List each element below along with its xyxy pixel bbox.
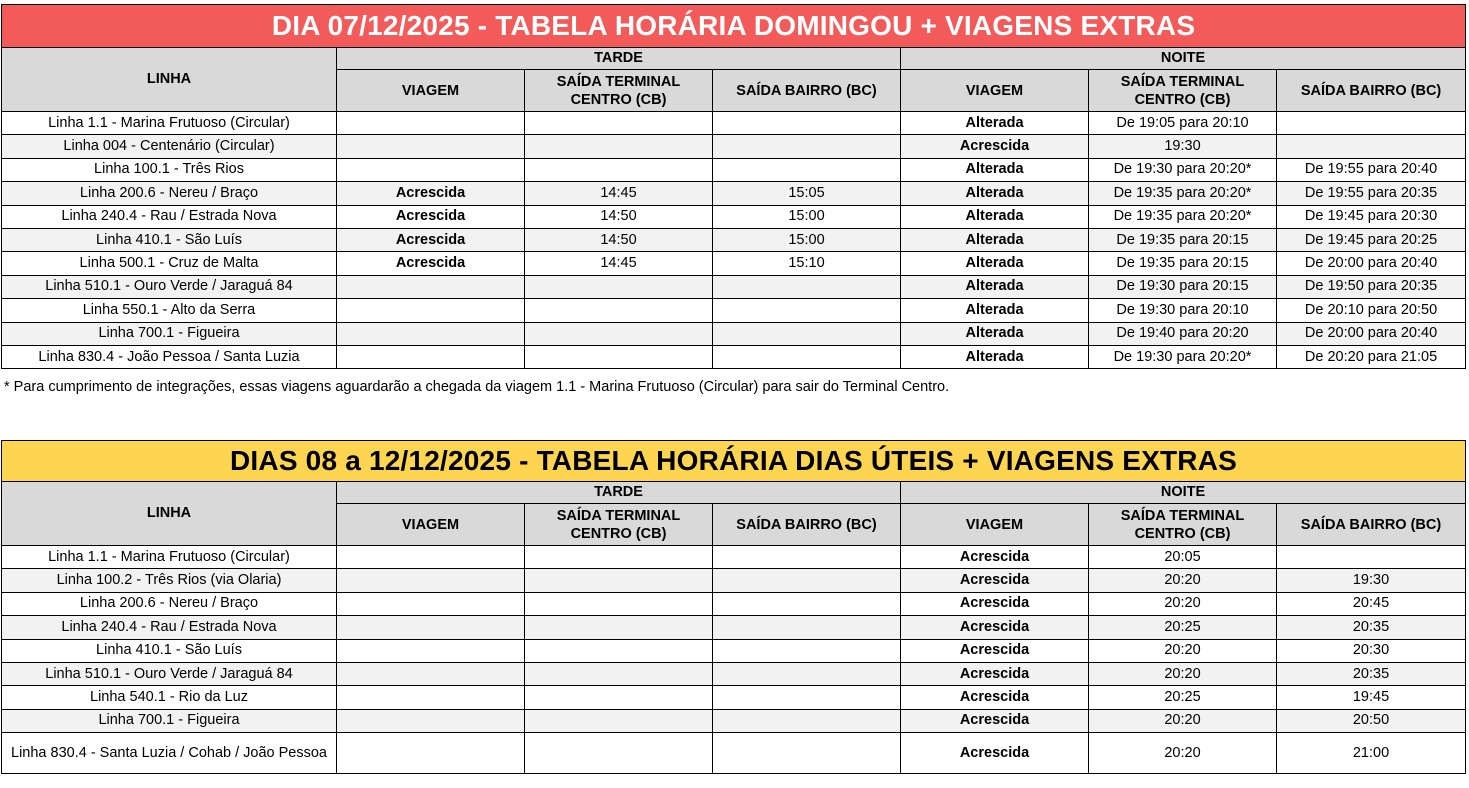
cell-tarde-saida-bairro: 15:00 bbox=[713, 228, 901, 251]
cell-linha: Linha 700.1 - Figueira bbox=[2, 322, 337, 345]
cell-tarde-saida-terminal bbox=[525, 275, 713, 298]
cell-linha: Linha 240.4 - Rau / Estrada Nova bbox=[2, 205, 337, 228]
header-saida-terminal: SAÍDA TERMINAL CENTRO (CB) bbox=[525, 504, 713, 546]
cell-tarde-viagem bbox=[337, 709, 525, 732]
table-row bbox=[2, 662, 1466, 685]
cell-tarde-viagem bbox=[337, 546, 525, 569]
header-linha: LINHA bbox=[2, 48, 337, 112]
cell-noite-saida-terminal: De 19:30 para 20:20* bbox=[1089, 158, 1277, 181]
cell-noite-viagem: Acrescida bbox=[901, 709, 1089, 732]
cell-tarde-saida-terminal: 14:50 bbox=[525, 228, 713, 251]
footnote: * Para cumprimento de integrações, essas viagens aguardarão a chegada da viagem 1.1 - Marina Frutuoso (Circular) para sair do Terminal Centro. bbox=[4, 379, 950, 395]
header-viagem: VIAGEM bbox=[901, 504, 1089, 546]
cell-tarde-viagem bbox=[337, 112, 525, 135]
table-title: DIA 07/12/2025 - TABELA HORÁRIA DOMINGOU + VIAGENS EXTRAS bbox=[2, 5, 1466, 48]
table-row bbox=[2, 592, 1466, 615]
cell-tarde-saida-bairro bbox=[713, 569, 901, 592]
cell-tarde-saida-terminal bbox=[525, 616, 713, 639]
cell-linha: Linha 1.1 - Marina Frutuoso (Circular) bbox=[2, 112, 337, 135]
cell-tarde-saida-bairro: 15:00 bbox=[713, 205, 901, 228]
cell-linha: Linha 200.6 - Nereu / Braço bbox=[2, 592, 337, 615]
cell-noite-saida-bairro: De 19:45 para 20:25 bbox=[1277, 228, 1466, 251]
header-saida-bairro: SAÍDA BAIRRO (BC) bbox=[713, 70, 901, 112]
cell-noite-viagem: Alterada bbox=[901, 158, 1089, 181]
cell-linha: Linha 550.1 - Alto da Serra bbox=[2, 299, 337, 322]
header-viagem: VIAGEM bbox=[337, 504, 525, 546]
header-tarde: TARDE bbox=[337, 48, 901, 70]
cell-linha: Linha 200.6 - Nereu / Braço bbox=[2, 182, 337, 205]
cell-noite-saida-bairro: De 20:20 para 21:05 bbox=[1277, 345, 1466, 368]
cell-tarde-viagem bbox=[337, 592, 525, 615]
cell-tarde-saida-terminal bbox=[525, 112, 713, 135]
table-dias-uteis bbox=[1, 440, 1466, 774]
cell-tarde-saida-terminal bbox=[525, 158, 713, 181]
header-saida-terminal: SAÍDA TERMINAL CENTRO (CB) bbox=[1089, 70, 1277, 112]
header-saida-bairro: SAÍDA BAIRRO (BC) bbox=[713, 504, 901, 546]
cell-noite-viagem: Acrescida bbox=[901, 639, 1089, 662]
cell-tarde-viagem bbox=[337, 299, 525, 322]
cell-noite-viagem: Alterada bbox=[901, 322, 1089, 345]
cell-linha: Linha 510.1 - Ouro Verde / Jaraguá 84 bbox=[2, 662, 337, 685]
cell-tarde-saida-bairro: 15:10 bbox=[713, 252, 901, 275]
table-title: DIAS 08 a 12/12/2025 - TABELA HORÁRIA DIAS ÚTEIS + VIAGENS EXTRAS bbox=[2, 441, 1466, 482]
table-row bbox=[2, 299, 1466, 322]
table-row bbox=[2, 639, 1466, 662]
cell-noite-viagem: Acrescida bbox=[901, 592, 1089, 615]
cell-tarde-viagem bbox=[337, 733, 525, 774]
cell-noite-saida-bairro: De 19:55 para 20:40 bbox=[1277, 158, 1466, 181]
cell-linha: Linha 410.1 - São Luís bbox=[2, 639, 337, 662]
cell-noite-saida-terminal: De 19:30 para 20:15 bbox=[1089, 275, 1277, 298]
cell-tarde-saida-terminal bbox=[525, 733, 713, 774]
cell-noite-saida-bairro: 20:35 bbox=[1277, 616, 1466, 639]
cell-tarde-saida-terminal: 14:45 bbox=[525, 182, 713, 205]
table-row bbox=[2, 709, 1466, 732]
table-row bbox=[2, 275, 1466, 298]
cell-noite-saida-terminal: 20:20 bbox=[1089, 662, 1277, 685]
cell-noite-saida-terminal: 20:25 bbox=[1089, 616, 1277, 639]
table-row bbox=[2, 182, 1466, 205]
cell-linha: Linha 240.4 - Rau / Estrada Nova bbox=[2, 616, 337, 639]
cell-noite-saida-terminal: 20:20 bbox=[1089, 709, 1277, 732]
cell-noite-saida-bairro bbox=[1277, 112, 1466, 135]
table-row bbox=[2, 733, 1466, 774]
cell-noite-saida-bairro: De 19:55 para 20:35 bbox=[1277, 182, 1466, 205]
cell-noite-saida-terminal: De 19:40 para 20:20 bbox=[1089, 322, 1277, 345]
cell-noite-viagem: Alterada bbox=[901, 345, 1089, 368]
cell-tarde-viagem bbox=[337, 322, 525, 345]
cell-tarde-saida-terminal bbox=[525, 322, 713, 345]
cell-noite-saida-bairro: 19:30 bbox=[1277, 569, 1466, 592]
cell-tarde-saida-bairro bbox=[713, 709, 901, 732]
cell-tarde-saida-bairro bbox=[713, 616, 901, 639]
cell-tarde-saida-bairro bbox=[713, 686, 901, 709]
cell-tarde-saida-terminal bbox=[525, 709, 713, 732]
cell-tarde-viagem bbox=[337, 639, 525, 662]
cell-noite-saida-bairro bbox=[1277, 135, 1466, 158]
cell-noite-viagem: Alterada bbox=[901, 182, 1089, 205]
cell-tarde-saida-bairro bbox=[713, 299, 901, 322]
cell-noite-saida-bairro: De 20:00 para 20:40 bbox=[1277, 252, 1466, 275]
table-row bbox=[2, 345, 1466, 368]
header-saida-terminal: SAÍDA TERMINAL CENTRO (CB) bbox=[1089, 504, 1277, 546]
table-row bbox=[2, 228, 1466, 251]
cell-noite-viagem: Alterada bbox=[901, 299, 1089, 322]
cell-linha: Linha 510.1 - Ouro Verde / Jaraguá 84 bbox=[2, 275, 337, 298]
cell-noite-saida-terminal: 20:05 bbox=[1089, 546, 1277, 569]
header-saida-terminal: SAÍDA TERMINAL CENTRO (CB) bbox=[525, 70, 713, 112]
cell-noite-saida-bairro: 20:45 bbox=[1277, 592, 1466, 615]
table-row bbox=[2, 616, 1466, 639]
cell-tarde-saida-terminal bbox=[525, 345, 713, 368]
cell-noite-viagem: Acrescida bbox=[901, 616, 1089, 639]
cell-tarde-viagem: Acrescida bbox=[337, 205, 525, 228]
cell-tarde-saida-bairro bbox=[713, 345, 901, 368]
table-row bbox=[2, 546, 1466, 569]
cell-noite-viagem: Acrescida bbox=[901, 686, 1089, 709]
header-noite: NOITE bbox=[901, 48, 1466, 70]
cell-tarde-viagem bbox=[337, 275, 525, 298]
cell-noite-viagem: Acrescida bbox=[901, 733, 1089, 774]
cell-linha: Linha 700.1 - Figueira bbox=[2, 709, 337, 732]
cell-noite-viagem: Alterada bbox=[901, 228, 1089, 251]
cell-noite-saida-bairro: De 19:45 para 20:30 bbox=[1277, 205, 1466, 228]
cell-noite-saida-terminal: De 19:30 para 20:10 bbox=[1089, 299, 1277, 322]
table-row bbox=[2, 686, 1466, 709]
cell-tarde-viagem bbox=[337, 616, 525, 639]
cell-linha: Linha 830.4 - João Pessoa / Santa Luzia bbox=[2, 345, 337, 368]
cell-noite-saida-terminal: De 19:35 para 20:15 bbox=[1089, 228, 1277, 251]
cell-tarde-saida-bairro bbox=[713, 322, 901, 345]
cell-noite-saida-bairro: 20:50 bbox=[1277, 709, 1466, 732]
cell-tarde-saida-terminal: 14:45 bbox=[525, 252, 713, 275]
table-body bbox=[2, 112, 1466, 369]
table-row bbox=[2, 135, 1466, 158]
cell-noite-saida-bairro bbox=[1277, 546, 1466, 569]
cell-noite-saida-bairro: 19:45 bbox=[1277, 686, 1466, 709]
cell-noite-viagem: Acrescida bbox=[901, 662, 1089, 685]
cell-linha: Linha 004 - Centenário (Circular) bbox=[2, 135, 337, 158]
table-domingo bbox=[1, 4, 1466, 369]
cell-tarde-viagem bbox=[337, 345, 525, 368]
table-row bbox=[2, 322, 1466, 345]
cell-tarde-saida-bairro bbox=[713, 592, 901, 615]
cell-tarde-saida-bairro bbox=[713, 546, 901, 569]
cell-tarde-viagem bbox=[337, 662, 525, 685]
cell-noite-viagem: Acrescida bbox=[901, 569, 1089, 592]
cell-noite-saida-terminal: De 19:35 para 20:20* bbox=[1089, 205, 1277, 228]
cell-noite-saida-terminal: De 19:30 para 20:20* bbox=[1089, 345, 1277, 368]
header-viagem: VIAGEM bbox=[337, 70, 525, 112]
cell-noite-saida-terminal: 20:20 bbox=[1089, 569, 1277, 592]
cell-tarde-saida-bairro bbox=[713, 662, 901, 685]
cell-linha: Linha 1.1 - Marina Frutuoso (Circular) bbox=[2, 546, 337, 569]
cell-noite-saida-terminal: De 19:35 para 20:20* bbox=[1089, 182, 1277, 205]
cell-tarde-saida-terminal bbox=[525, 299, 713, 322]
cell-noite-saida-bairro: 20:30 bbox=[1277, 639, 1466, 662]
header-tarde: TARDE bbox=[337, 482, 901, 504]
cell-noite-saida-terminal: 20:25 bbox=[1089, 686, 1277, 709]
cell-noite-viagem: Acrescida bbox=[901, 135, 1089, 158]
table-body bbox=[2, 546, 1466, 774]
table-row bbox=[2, 112, 1466, 135]
cell-noite-saida-terminal: De 19:05 para 20:10 bbox=[1089, 112, 1277, 135]
cell-linha: Linha 410.1 - São Luís bbox=[2, 228, 337, 251]
cell-tarde-viagem: Acrescida bbox=[337, 228, 525, 251]
header-viagem: VIAGEM bbox=[901, 70, 1089, 112]
cell-linha: Linha 830.4 - Santa Luzia / Cohab / João Pessoa bbox=[2, 733, 337, 774]
cell-tarde-saida-terminal: 14:50 bbox=[525, 205, 713, 228]
cell-noite-viagem: Alterada bbox=[901, 275, 1089, 298]
cell-noite-viagem: Alterada bbox=[901, 112, 1089, 135]
cell-tarde-saida-bairro bbox=[713, 733, 901, 774]
cell-tarde-saida-bairro: 15:05 bbox=[713, 182, 901, 205]
cell-tarde-saida-terminal bbox=[525, 546, 713, 569]
cell-noite-saida-terminal: 20:20 bbox=[1089, 733, 1277, 774]
cell-noite-viagem: Acrescida bbox=[901, 546, 1089, 569]
cell-noite-saida-bairro: De 19:50 para 20:35 bbox=[1277, 275, 1466, 298]
cell-noite-saida-bairro: De 20:00 para 20:40 bbox=[1277, 322, 1466, 345]
cell-linha: Linha 100.1 - Três Rios bbox=[2, 158, 337, 181]
cell-tarde-viagem bbox=[337, 569, 525, 592]
cell-tarde-saida-bairro bbox=[713, 275, 901, 298]
cell-noite-viagem: Alterada bbox=[901, 252, 1089, 275]
cell-noite-saida-terminal: 19:30 bbox=[1089, 135, 1277, 158]
cell-tarde-saida-terminal bbox=[525, 592, 713, 615]
cell-noite-saida-terminal: 20:20 bbox=[1089, 639, 1277, 662]
header-saida-bairro: SAÍDA BAIRRO (BC) bbox=[1277, 70, 1466, 112]
cell-tarde-saida-terminal bbox=[525, 135, 713, 158]
header-noite: NOITE bbox=[901, 482, 1466, 504]
header-linha: LINHA bbox=[2, 482, 337, 546]
cell-tarde-saida-bairro bbox=[713, 112, 901, 135]
cell-linha: Linha 500.1 - Cruz de Malta bbox=[2, 252, 337, 275]
cell-tarde-saida-terminal bbox=[525, 662, 713, 685]
table-row bbox=[2, 252, 1466, 275]
cell-tarde-saida-bairro bbox=[713, 135, 901, 158]
cell-noite-saida-bairro: De 20:10 para 20:50 bbox=[1277, 299, 1466, 322]
table-row bbox=[2, 569, 1466, 592]
cell-tarde-viagem bbox=[337, 135, 525, 158]
cell-noite-viagem: Alterada bbox=[901, 205, 1089, 228]
cell-noite-saida-bairro: 21:00 bbox=[1277, 733, 1466, 774]
cell-linha: Linha 100.2 - Três Rios (via Olaria) bbox=[2, 569, 337, 592]
cell-noite-saida-terminal: De 19:35 para 20:15 bbox=[1089, 252, 1277, 275]
cell-tarde-saida-bairro bbox=[713, 639, 901, 662]
table-row bbox=[2, 205, 1466, 228]
cell-noite-saida-terminal: 20:20 bbox=[1089, 592, 1277, 615]
cell-tarde-viagem bbox=[337, 686, 525, 709]
cell-tarde-saida-terminal bbox=[525, 639, 713, 662]
cell-tarde-viagem: Acrescida bbox=[337, 252, 525, 275]
cell-noite-saida-bairro: 20:35 bbox=[1277, 662, 1466, 685]
cell-tarde-saida-terminal bbox=[525, 686, 713, 709]
cell-linha: Linha 540.1 - Rio da Luz bbox=[2, 686, 337, 709]
cell-tarde-viagem: Acrescida bbox=[337, 182, 525, 205]
table-row bbox=[2, 158, 1466, 181]
header-saida-bairro: SAÍDA BAIRRO (BC) bbox=[1277, 504, 1466, 546]
cell-tarde-saida-bairro bbox=[713, 158, 901, 181]
cell-tarde-viagem bbox=[337, 158, 525, 181]
cell-tarde-saida-terminal bbox=[525, 569, 713, 592]
